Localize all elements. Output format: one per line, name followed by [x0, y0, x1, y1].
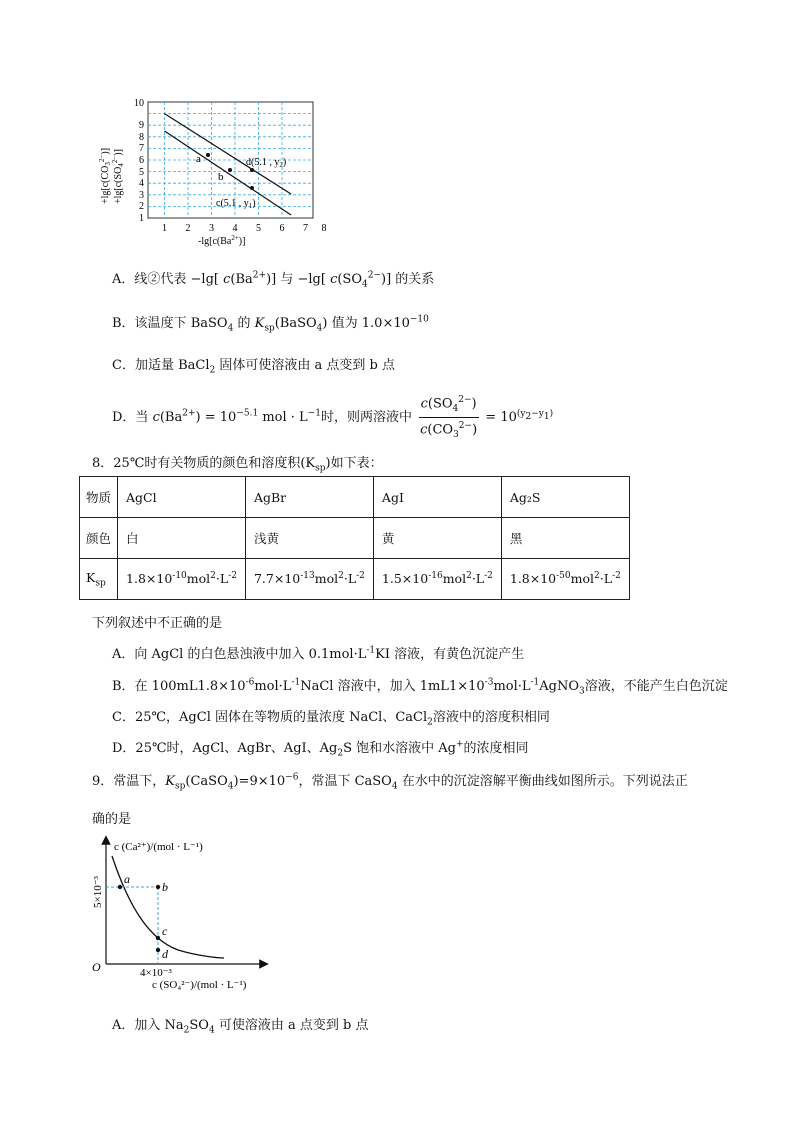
xtick: 7	[303, 223, 308, 234]
xtick: 1	[162, 223, 167, 234]
label-b: b	[218, 171, 224, 183]
ytick: 8	[139, 132, 144, 143]
table-row	[80, 559, 630, 600]
x-axis-label: $-\lg[c(Ba^{2+})]$	[198, 234, 246, 247]
q9-option-a: A．加入 $Na_2SO_4$ 可使溶液由 a 点变到 b 点	[112, 1018, 369, 1036]
y-axis-label-1: $+\lg[c(CO_3^{2-})]$	[98, 147, 112, 204]
table-cell: 颜色	[80, 518, 118, 559]
q8-option-a: A．向 AgCl 的白色悬浊液中加入 $0.1mol\cdot L^{-1}KI$ 溶液，有黄色沉淀产生	[112, 645, 525, 662]
point-b	[156, 885, 160, 889]
label-a: a	[196, 153, 201, 165]
ytick: 9	[139, 120, 144, 131]
xtick: 4	[232, 223, 238, 234]
table-cell: AgBr	[245, 477, 373, 518]
ksp-table	[79, 476, 630, 600]
xtick: 2	[185, 223, 191, 234]
q9-stem-line2: 确的是	[92, 812, 132, 827]
ytick: 7	[139, 143, 144, 154]
y-tick: 5×10⁻³	[92, 876, 104, 908]
xtick: 3	[209, 223, 214, 234]
point-c	[250, 186, 254, 190]
table-cell: 白	[118, 518, 246, 559]
point-d	[250, 168, 254, 172]
q7-option-d: D．当 $c(Ba^{2+}) = 10^{-5.1}$ mol · $L^{-1}$时，则两溶液中 $\frac{c(SO_4^{2-})}{c(CO_3^{2-})}$ = $10^{(y_2-y_1)}$	[112, 392, 553, 443]
label-d: d	[162, 947, 168, 961]
xtick: 8	[321, 223, 327, 234]
caso4-equilibrium-graph	[88, 834, 288, 998]
ytick: 4	[139, 178, 144, 189]
line-upper	[165, 114, 292, 194]
label-d: d(5.1 , $y_2$)	[246, 157, 287, 169]
table-cell: $1.8\times 10^{-10}mol^2\cdot L^{-2}$	[118, 559, 246, 600]
q9-stem-line1: 9．常温下，$K_{sp}(CaSO_4)=9\times 10^{-6}$，常温下 CaSO$_4$ 在水中的沉淀溶解平衡曲线如图所示。下列说法正	[92, 772, 688, 792]
origin-label: O	[92, 960, 101, 974]
table-cell: 浅黄	[245, 518, 373, 559]
ba-equilibrium-graph	[86, 94, 336, 254]
ytick: 6	[139, 155, 144, 166]
y-axis-label-2: $+\lg[c(SO_4^{2-})]$	[111, 149, 125, 204]
point-d	[156, 948, 160, 952]
point-c	[156, 936, 160, 940]
label-c: c	[162, 924, 168, 938]
table-cell: $1.5\times 10^{-16}mol^2\cdot L^{-2}$	[373, 559, 501, 600]
x-tick: 4×10⁻³	[140, 967, 172, 979]
xtick: 6	[279, 223, 285, 234]
table-cell: 物质	[80, 477, 118, 518]
table-row	[80, 518, 630, 559]
ytick: 5	[139, 167, 144, 178]
table-cell: AgI	[373, 477, 501, 518]
table-cell: 黑	[501, 518, 629, 559]
ytick: 3	[139, 190, 144, 201]
label-a: a	[124, 872, 130, 886]
label-c: c(5.1 , $y_1$)	[216, 198, 256, 210]
label-b: b	[162, 880, 168, 894]
point-a	[206, 153, 210, 157]
q8-option-c: C．25℃，AgCl 固体在等物质的量浓度 NaCl、CaCl$_2$溶液中的溶度积相同	[112, 710, 550, 728]
x-axis-label: c (SO₄²⁻)/(mol · L⁻¹)	[152, 979, 247, 991]
ytick: 1	[139, 213, 144, 224]
q7-option-a: A．线②代表 −lg[ $c(Ba^{2+})$] 与 −lg[ $c(SO_4^{2-})$] 的关系	[112, 270, 435, 290]
table-cell: $1.8\times 10^{-50}mol^2\cdot L^{-2}$	[501, 559, 629, 600]
q7-option-c: C．加适量 BaCl$_2$ 固体可使溶液由 a 点变到 b 点	[112, 358, 395, 376]
y-tick-labels	[134, 98, 144, 224]
q8-stem: 下列叙述中不正确的是	[92, 616, 223, 631]
q7-option-b: B．该温度下 BaSO$_4$ 的 $K_{sp}(BaSO_4)$ 值为 $1.0\times 10^{-10}$	[112, 314, 429, 334]
table-row	[80, 477, 630, 518]
q8-option-b: B．在 $100mL1.8\times 10^{-6}mol\cdot L^{-1}NaCl$ 溶液中，加入 $1mL1\times 10^{-3}mol\cdot L^{-1}AgNO_3$溶液，不能产生白色沉淀	[112, 677, 728, 697]
table-cell: AgCl	[118, 477, 246, 518]
x-tick-labels	[162, 223, 327, 234]
table-cell: Ag₂S	[501, 477, 629, 518]
q8-title: 8．25℃时有关物质的颜色和溶度积$(K_{sp})$如下表：	[92, 456, 383, 474]
xtick: 5	[256, 223, 261, 234]
table-cell: $K_{sp}$	[80, 559, 118, 600]
ytick: 10	[134, 98, 144, 109]
point-a	[118, 885, 122, 889]
point-b	[228, 168, 232, 172]
q8-option-d: D．25℃时，AgCl、AgBr、AgI、$Ag_2S$ 饱和水溶液中 Ag+的浓度相同	[112, 739, 529, 759]
ytick: 2	[139, 201, 144, 212]
table-cell: 黄	[373, 518, 501, 559]
y-axis-label: c (Ca²⁺)/(mol · L⁻¹)	[114, 841, 203, 853]
table-cell: $7.7\times 10^{-13}mol^2\cdot L^{-2}$	[245, 559, 373, 600]
